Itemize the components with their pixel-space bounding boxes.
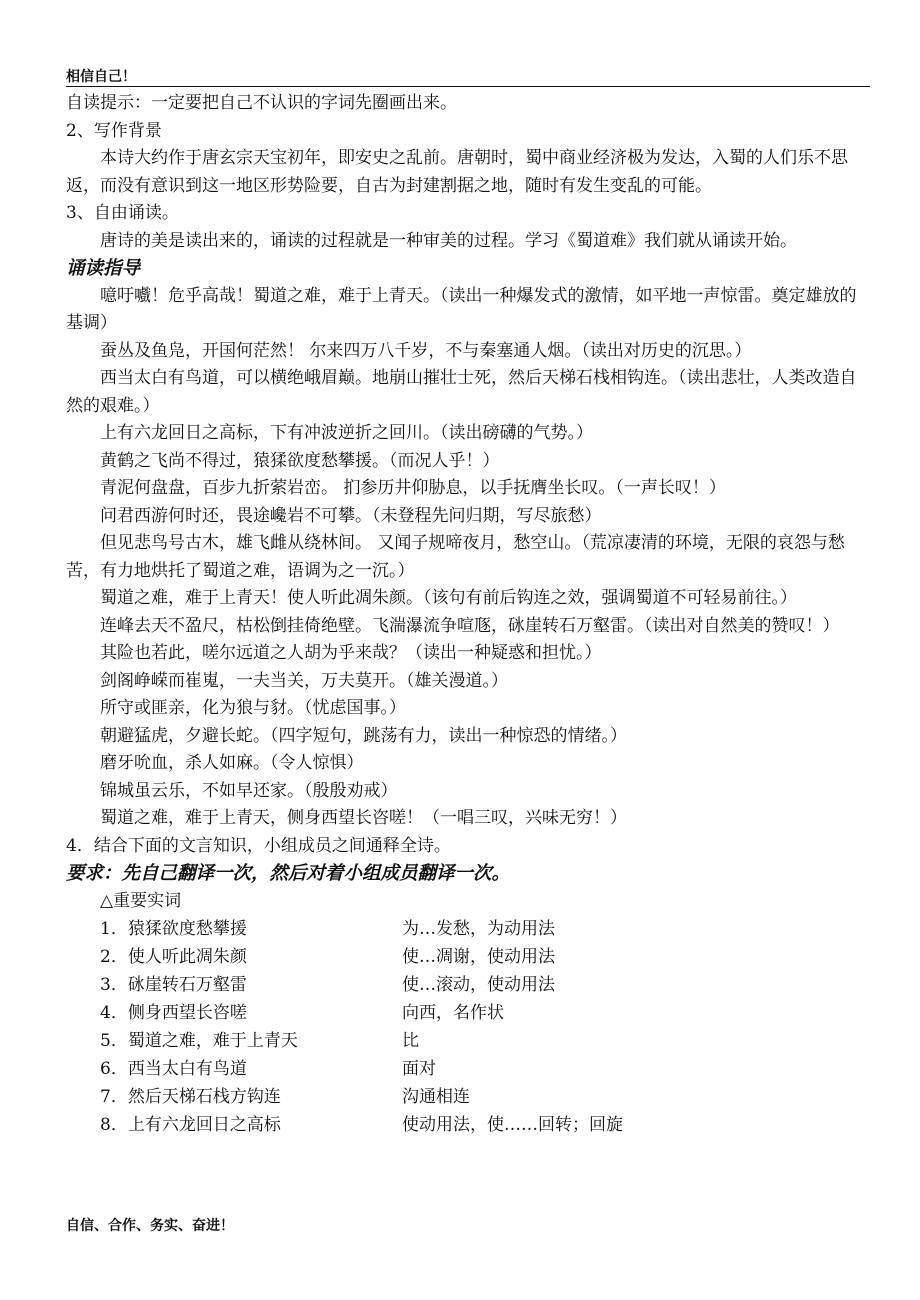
poem-line: 蚕丛及鱼凫，开国何茫然！ 尔来四万八千岁，不与秦塞通人烟。（读出对历史的沉思。） [100, 340, 752, 361]
poem-line: 上有六龙回日之高标，下有冲波逆折之回川。（读出磅礴的气势。） [100, 423, 593, 443]
vocab-row [100, 1111, 872, 1139]
free-reading-heading: 3、自由诵读。 [66, 203, 179, 223]
vocab-row [100, 971, 872, 999]
vocab-phrase: 2．使人听此凋朱颜 [100, 947, 247, 967]
vocab-meaning: 使动用法，使……回转；回旋 [402, 1115, 623, 1135]
poem-line: 锦城虽云乐，不如早还家。（殷殷劝戒） [100, 780, 398, 801]
vocab-row [100, 999, 872, 1027]
vocab-phrase: 1．猿猱欲度愁攀援 [100, 919, 247, 939]
vocab-meaning: 为…发愁，为动用法 [402, 919, 555, 939]
vocab-meaning: 面对 [402, 1059, 436, 1079]
vocab-table [100, 915, 872, 1139]
vocab-phrase: 7．然后天梯石栈方钩连 [100, 1087, 281, 1107]
poem-line: 但见悲鸟号古木，雄飞雌从绕林间。 又闻子规啼夜月，愁空山。（荒凉凄清的环境，无限的哀怨与愁苦，有力地烘托了蜀道之难，语调为之一沉。） [66, 533, 845, 581]
vocab-row [100, 1027, 872, 1055]
header-divider [66, 86, 870, 87]
vocab-meaning: 比 [402, 1031, 419, 1051]
vocab-phrase: 5．蜀道之难，难于上青天 [100, 1031, 298, 1051]
vocab-phrase: 8．上有六龙回日之高标 [100, 1115, 281, 1135]
poem-line: 西当太白有鸟道，可以横绝峨眉巅。地崩山摧壮士死，然后天梯石栈相钩连。（读出悲壮，人类改造自然的艰难。） [66, 368, 857, 416]
poem-line: 连峰去天不盈尺，枯松倒挂倚绝壁。飞湍瀑流争喧豗，砯崖转石万壑雷。（读出对自然美的赞叹！） [100, 615, 840, 636]
poem-line: 剑阁峥嵘而崔嵬，一夫当关，万夫莫开。（雄关漫道。） [100, 670, 508, 691]
free-reading-paragraph: 唐诗的美是读出来的，诵读的过程就是一种审美的过程。学习《蜀道难》我们就从诵读开始。 [100, 230, 797, 251]
poem-line: 问君西游何时还，畏途巉岩不可攀。（未登程先问归期，写尽旅愁） [100, 505, 602, 526]
poem-line: 其险也若此，嗟尔远道之人胡为乎来哉？（读出一种疑惑和担忧。） [100, 643, 602, 663]
vocab-row [100, 943, 872, 971]
page-header: 相信自己！ [66, 69, 136, 85]
vocab-meaning: 使…滚动，使动用法 [402, 975, 555, 995]
vocab-meaning: 沟通相连 [402, 1087, 470, 1107]
poem-line: 所守或匪亲，化为狼与豺。（忧虑国事。） [100, 698, 406, 718]
requirement-text: 要求：先自己翻译一次，然后对着小组成员翻译一次。 [66, 863, 511, 884]
page-footer: 自信、合作、务实、奋进！ [66, 1218, 234, 1234]
reading-guide-title: 诵读指导 [66, 258, 141, 279]
reading-hint: 自读提示：一定要把自己不认识的字词先圈画出来。 [66, 93, 457, 113]
poem-line: 黄鹤之飞尚不得过，猿猱欲度愁攀援。（而况人乎！） [100, 450, 500, 471]
poem-line: 蜀道之难，难于上青天！使人听此凋朱颜。（该句有前后钩连之效，强调蜀道不可轻易前往。） [100, 588, 797, 608]
document-body [66, 90, 872, 1139]
vocab-row [100, 915, 872, 943]
background-heading: 2、写作背景 [66, 120, 162, 141]
vocab-meaning: 使…凋谢，使动用法 [402, 947, 555, 967]
poem-line: 朝避猛虎，夕避长蛇。（四字短句，跳荡有力，读出一种惊恐的情绪。） [100, 725, 627, 746]
section-4-heading: 4．结合下面的文言知识，小组成员之间通释全诗。 [66, 835, 451, 856]
vocab-meaning: 向西，名作状 [402, 1003, 504, 1023]
poem-line: 噫吁嚱！危乎高哉！蜀道之难，难于上青天。（读出一种爆发式的激情，如平地一声惊雷。奠定雄放的基调） [66, 285, 857, 333]
vocab-row [100, 1055, 872, 1083]
vocab-row [100, 1083, 872, 1111]
poem-line: 磨牙吮血，杀人如麻。（令人惊惧） [100, 753, 364, 773]
poem-line: 青泥何盘盘，百步九折萦岩峦。 扪参历井仰胁息，以手抚膺坐长叹。（一声长叹！） [100, 478, 726, 498]
background-paragraph: 本诗大约作于唐玄宗天宝初年，即安史之乱前。唐朝时，蜀中商业经济极为发达，入蜀的人们乐不思返，而没有意识到这一地区形势险要，自古为封建割据之地，随时有发生变乱的可能。 [66, 148, 848, 196]
poem-line: 蜀道之难，难于上青天，侧身西望长咨嗟！（一唱三叹，兴味无穷！） [100, 808, 627, 828]
vocab-phrase: 6．西当太白有鸟道 [100, 1059, 247, 1079]
vocab-heading: △重要实词 [100, 890, 182, 911]
vocab-phrase: 4．侧身西望长咨嗟 [100, 1003, 247, 1023]
vocab-phrase: 3．砯崖转石万壑雷 [100, 975, 247, 995]
